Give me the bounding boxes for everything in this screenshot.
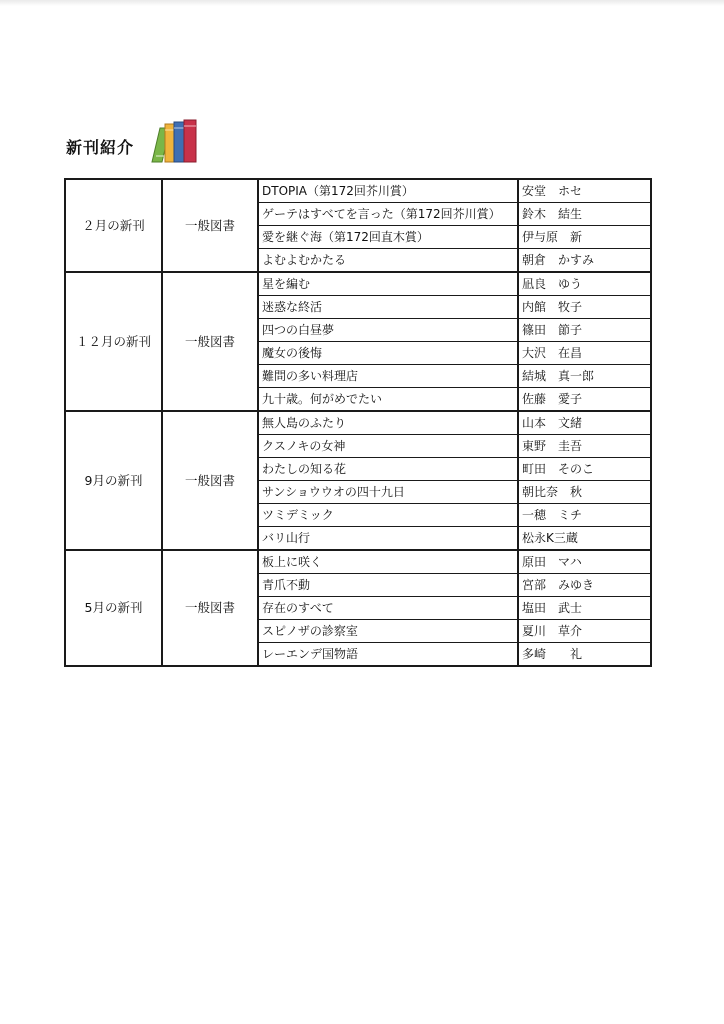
book-title: 難問の多い料理店: [258, 365, 518, 388]
book-title: 九十歳。何がめでたい: [258, 388, 518, 412]
book-title: ツミデミック: [258, 504, 518, 527]
book-author: 佐藤 愛子: [518, 388, 651, 412]
book-author: 山本 文緒: [518, 411, 651, 435]
book-title: 青爪不動: [258, 574, 518, 597]
book-title: DTOPIA（第172回芥川賞）: [258, 179, 518, 203]
book-title: わたしの知る花: [258, 458, 518, 481]
book-title: 存在のすべて: [258, 597, 518, 620]
book-title: 無人島のふたり: [258, 411, 518, 435]
table-row: [65, 272, 651, 296]
book-title: 四つの白昼夢: [258, 319, 518, 342]
book-author: 凪良 ゆう: [518, 272, 651, 296]
book-title: 星を編む: [258, 272, 518, 296]
book-author: 町田 そのこ: [518, 458, 651, 481]
table-row: [65, 411, 651, 435]
page-top-edge: [0, 0, 724, 6]
category-cell: 一般図書: [162, 179, 258, 272]
books-icon: [148, 118, 204, 164]
category-cell: 一般図書: [162, 550, 258, 666]
month-cell: 5月の新刊: [65, 550, 162, 666]
book-author: 安堂 ホセ: [518, 179, 651, 203]
book-author: 多崎 礼: [518, 643, 651, 667]
month-cell: １２月の新刊: [65, 272, 162, 411]
new-books-table: [64, 178, 652, 667]
book-title: バリ山行: [258, 527, 518, 551]
category-cell: 一般図書: [162, 411, 258, 550]
book-author: 結城 真一郎: [518, 365, 651, 388]
book-author: 朝比奈 秋: [518, 481, 651, 504]
book-title: スピノザの診察室: [258, 620, 518, 643]
book-author: 伊与原 新: [518, 226, 651, 249]
blue-book-icon: [174, 122, 184, 162]
table-row: [65, 179, 651, 203]
yellow-book-icon: [165, 124, 174, 162]
book-title: 迷惑な終活: [258, 296, 518, 319]
red-book-icon: [184, 120, 196, 162]
book-author: 一穂 ミチ: [518, 504, 651, 527]
book-author: 鈴木 結生: [518, 203, 651, 226]
book-author: 内館 牧子: [518, 296, 651, 319]
section-heading: [66, 118, 204, 164]
book-title: よむよむかたる: [258, 249, 518, 273]
table-row: [65, 550, 651, 574]
book-author: 原田 マハ: [518, 550, 651, 574]
month-cell: 9月の新刊: [65, 411, 162, 550]
book-author: 宮部 みゆき: [518, 574, 651, 597]
book-author: 塩田 武士: [518, 597, 651, 620]
book-author: 篠田 節子: [518, 319, 651, 342]
book-title: クスノキの女神: [258, 435, 518, 458]
category-cell: 一般図書: [162, 272, 258, 411]
book-title: 魔女の後悔: [258, 342, 518, 365]
book-title: ゲーテはすべてを言った（第172回芥川賞）: [258, 203, 518, 226]
page-title: 新刊紹介: [66, 138, 135, 157]
book-title: サンショウウオの四十九日: [258, 481, 518, 504]
book-title: 板上に咲く: [258, 550, 518, 574]
book-title: レーエンデ国物語: [258, 643, 518, 667]
book-author: 夏川 草介: [518, 620, 651, 643]
book-author: 朝倉 かすみ: [518, 249, 651, 273]
book-author: 松永K三蔵: [518, 527, 651, 551]
book-title: 愛を継ぐ海（第172回直木賞）: [258, 226, 518, 249]
book-author: 東野 圭吾: [518, 435, 651, 458]
month-cell: ２月の新刊: [65, 179, 162, 272]
book-author: 大沢 在昌: [518, 342, 651, 365]
